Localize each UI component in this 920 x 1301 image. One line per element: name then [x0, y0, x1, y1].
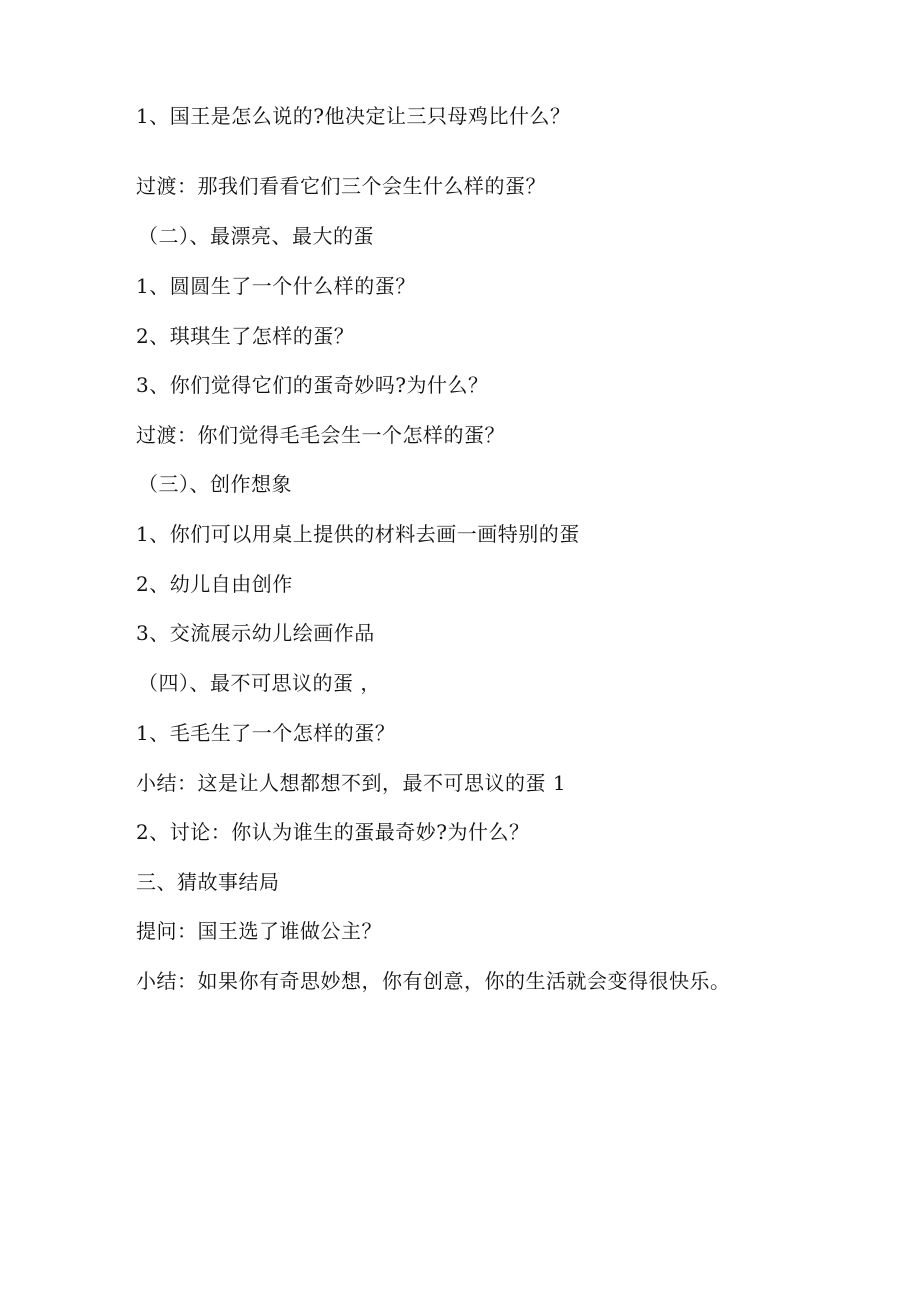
question-line-eggs-wonderful: 3、你们觉得它们的蛋奇妙吗?为什么？	[136, 373, 489, 397]
section-heading-prettiest-biggest-egg: （二）、最漂亮、最大的蛋	[138, 224, 374, 248]
question-line-king-chose: 提问：国王选了谁做公主？	[136, 919, 382, 943]
discussion-line-most-wonderful: 2、讨论：你认为谁生的蛋最奇妙?为什么？	[136, 820, 530, 844]
section-heading-most-incredible-egg: （四）、最不可思议的蛋 ，	[138, 671, 381, 695]
question-line-qiqi-egg: 2、琪琪生了怎样的蛋？	[136, 324, 355, 348]
summary-line-incredible-egg: 小结：这是让人想都想不到，最不可思议的蛋 1	[136, 771, 567, 795]
transition-line-three-eggs: 过渡：那我们看看它们三个会生什么样的蛋？	[136, 174, 546, 198]
activity-line-draw-special-egg: 1、你们可以用桌上提供的材料去画一画特别的蛋	[136, 522, 580, 546]
question-line-maomao-laid: 1、毛毛生了一个怎样的蛋？	[136, 721, 396, 745]
section-heading-creative-imagination: （三）、创作想象	[138, 472, 292, 496]
activity-line-free-creation: 2、幼儿自由创作	[136, 572, 293, 596]
transition-line-maomao-egg: 过渡：你们觉得毛毛会生一个怎样的蛋？	[136, 423, 505, 447]
summary-line-happy-life: 小结：如果你有奇思妙想，你有创意，你的生活就会变得很快乐。	[136, 969, 731, 993]
section-heading-guess-ending: 三、猜故事结局	[136, 870, 280, 894]
activity-line-show-artwork: 3、交流展示幼儿绘画作品	[136, 621, 375, 645]
question-line-king-said: 1、国王是怎么说的?他决定让三只母鸡比什么？	[136, 104, 571, 128]
question-line-yuanyuan-egg: 1、圆圆生了一个什么样的蛋？	[136, 274, 416, 298]
